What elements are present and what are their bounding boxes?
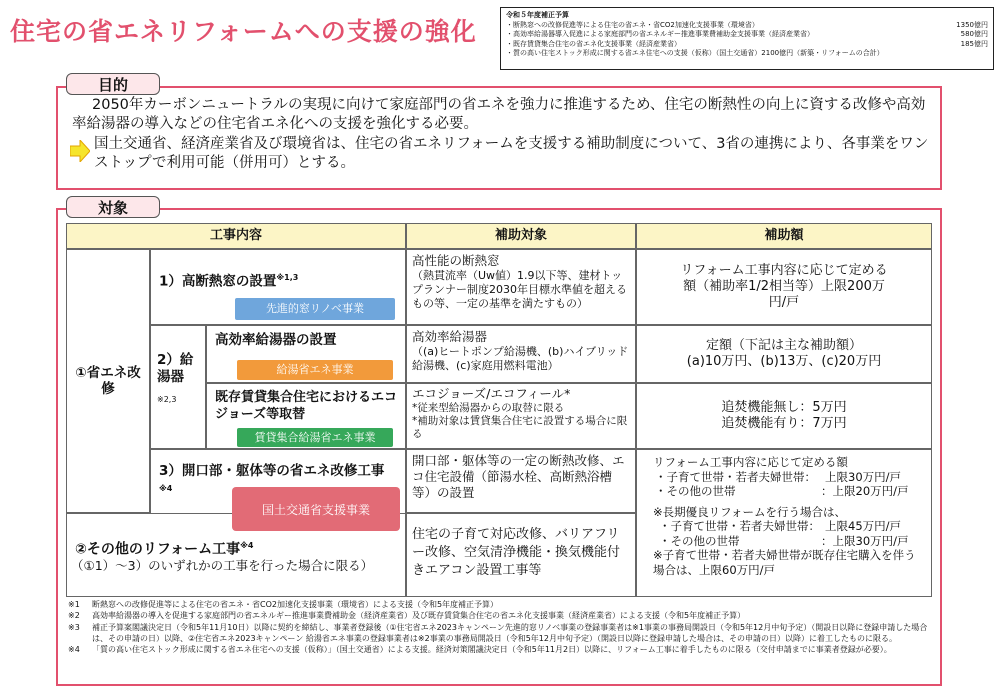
item-efficient-heater-label: 高効率給湯器の設置 (215, 332, 337, 348)
item-efficient-heater (206, 325, 406, 383)
budget-box (500, 7, 994, 70)
header-target: 補助対象 (406, 223, 636, 249)
budget-row: ・高効率給湯器導入促進による家庭部門の省エネルギー推進事業費補助金支援事業（経済産業省） 580億円 (506, 30, 988, 39)
item-window: 1）高断熱窓の設置$^{※1,3}$ 先進的窓リノベ事業 (150, 249, 406, 325)
category-other-label: ②その他のリフォーム工事 (75, 541, 241, 558)
purpose-tag: 目的 (66, 73, 160, 95)
purpose-box (56, 86, 942, 190)
budget-row: ・断熱窓への改修促進等による住宅の省エネ・省CO2加速化支援事業（環境省） 1350億円 (506, 20, 988, 29)
purpose-conclusion (72, 135, 930, 173)
program-badge-window: 先進的窓リノベ事業 (235, 298, 395, 320)
amount-rental-heater: 追焚機能無し：5万円 追焚機能有り：7万円 (636, 383, 932, 449)
amount-efficient-heater: 定額（下記は主な補助額） (a)10万円、(b)13万、(c)20万円 (636, 325, 932, 383)
item-water-heater: 2）給湯器 ※2,3 (150, 325, 206, 449)
amount-mlit: リフォーム工事内容に応じて定める額 ・子育て世帯・若者夫婦世帯： 上限30万円/戸 ・その他の世帯 ：上限20万円/戸 ※長期優良リフォームを行う場合は、 ・子育て世帯・若者夫婦世帯： 上限45万円/戸 ・その他の世帯 ：上限30万円/戸 ※子育て世帯・若者夫婦世帯が既存住宅購入を伴う場合は、上限60万円/戸 (636, 449, 932, 597)
program-badge-heater: 給湯省エネ事業 (237, 360, 393, 380)
item-rental-heater (206, 383, 406, 449)
category-energy-saving: ①省エネ改修 (66, 249, 150, 513)
budget-heading: 令和５年度補正予算 (506, 11, 569, 19)
category-other-reform: ②その他のリフォーム工事$^{※4}$ （①1）～3）のいずれかの工事を行った場合に限る） (66, 513, 406, 597)
purpose-paragraph: 2050年カーボンニュートラルの実現に向けて家庭部門の省エネを強力に推進するため、住宅の断熱性の向上に資する改修や高効率給湯器の導入などの住宅省エネ化への支援を強化する必要。 (72, 97, 926, 132)
target-other-reform: 住宅の子育て対応改修、バリアフリー改修、空気清浄機能・換気機能付きエアコン設置工事等 (406, 513, 636, 597)
target-rental-heater: エコジョーズ/エコフィール* *従来型給湯器からの取替に限る *補助対象は賃貸集合住宅に設置する場合に限る (406, 383, 636, 449)
item-envelope: 3）開口部・躯体等の省エネ改修工事$^{※4}$ (150, 449, 406, 513)
program-badge-rental: 賃貸集合給湯省エネ事業 (237, 428, 393, 447)
amount-window: リフォーム工事内容に応じて定める額（補助率1/2相当等）上限200万円/戸 (636, 249, 932, 325)
item-window-label: 1）高断熱窓の設置 (159, 273, 277, 290)
target-envelope: 開口部・躯体等の一定の断熱改修、エコ住宅設備（節湯水栓、高断熱浴槽等）の設置 (406, 449, 636, 513)
footnotes (68, 599, 934, 655)
subsidy-table (66, 223, 932, 597)
header-amount: 補助額 (636, 223, 932, 249)
item-water-heater-label: 2）給湯器 (157, 352, 194, 385)
target-window: 高性能の断熱窓 （熱貫流率（Uw値）1.9以下等、建材トップランナー制度2030年目標水準値を超えるもの等、一定の基準を満たすもの） (406, 249, 636, 325)
footnote: ※1 断熱窓への改修促進等による住宅の省エネ・省CO2加速化支援事業（環境省）による支援（令和5年度補正予算） (68, 600, 499, 609)
item-envelope-label: 3）開口部・躯体等の省エネ改修工事 (159, 463, 385, 479)
program-badge-mlit: 国土交通省支援事業 (232, 487, 400, 531)
right-arrow-icon (70, 140, 90, 162)
header-work: 工事内容 (66, 223, 406, 249)
budget-row: ・既存賃貸集合住宅の省エネ化支援事業（経済産業省） 185億円 (506, 39, 988, 48)
item-rental-heater-label: 既存賃貸集合住宅におけるエコジョーズ等取替 (215, 390, 398, 422)
footnote: ※4 「質の高い住宅ストック形成に関する省エネ住宅への支援（仮称）」（国土交通省）による支援。経済対策閣議決定日（令和5年11月2日）以降に、リフォーム工事に着手したものに限る（交付申請までに事業者登録が必要）。 (68, 645, 892, 655)
budget-row: ・質の高い住宅ストック形成に関する省エネ住宅への支援（仮称）（国土交通省）2100億円（新築・リフォームの合計） (506, 49, 884, 58)
target-efficient-heater: 高効率給湯器 （(a)ヒートポンプ給湯機、(b)ハイブリッド給湯機、(c)家庭用燃料電池） (406, 325, 636, 383)
scope-tag: 対象 (66, 196, 160, 218)
page-title: 住宅の省エネリフォームへの支援の強化 (10, 17, 477, 46)
category-other-note: （①1）～3）のいずれかの工事を行った場合に限る） (71, 558, 374, 573)
footnote: ※3 補正予算案閣議決定日（令和5年11月10日）以降に契約を締結し、事業者登録後（①住宅省エネ2023キャンペーン先進的窓リノベ事業の登録事業者は※1事業の事務局開設日（令和5年12月中旬予定）（開設日以降に登録申請した場合は、その申請の日）以降、②住宅省エネ2023キャンペーン 給湯省エネ事業の登録事業者は※2事業の事務局開設日（令和5年12月中旬予定）（開設日以降に登録申請した場合は、その申請の日）以降）に着工したものに限る。 (68, 622, 928, 643)
footnote: ※2 高効率給湯器の導入を促進する家庭部門の省エネルギー推進事業費補助金（経済産業省）及び既存賃貸集合住宅の省エネ化支援事業（経済産業省）による支援（令和5年度補正予算） (68, 611, 746, 621)
purpose-conclusion-text: 国土交通省、経済産業省及び環境省は、住宅の省エネリフォームを支援する補助制度について、3省の連携により、各事業をワンストップで利用可能（併用可）とする。 (94, 136, 929, 171)
